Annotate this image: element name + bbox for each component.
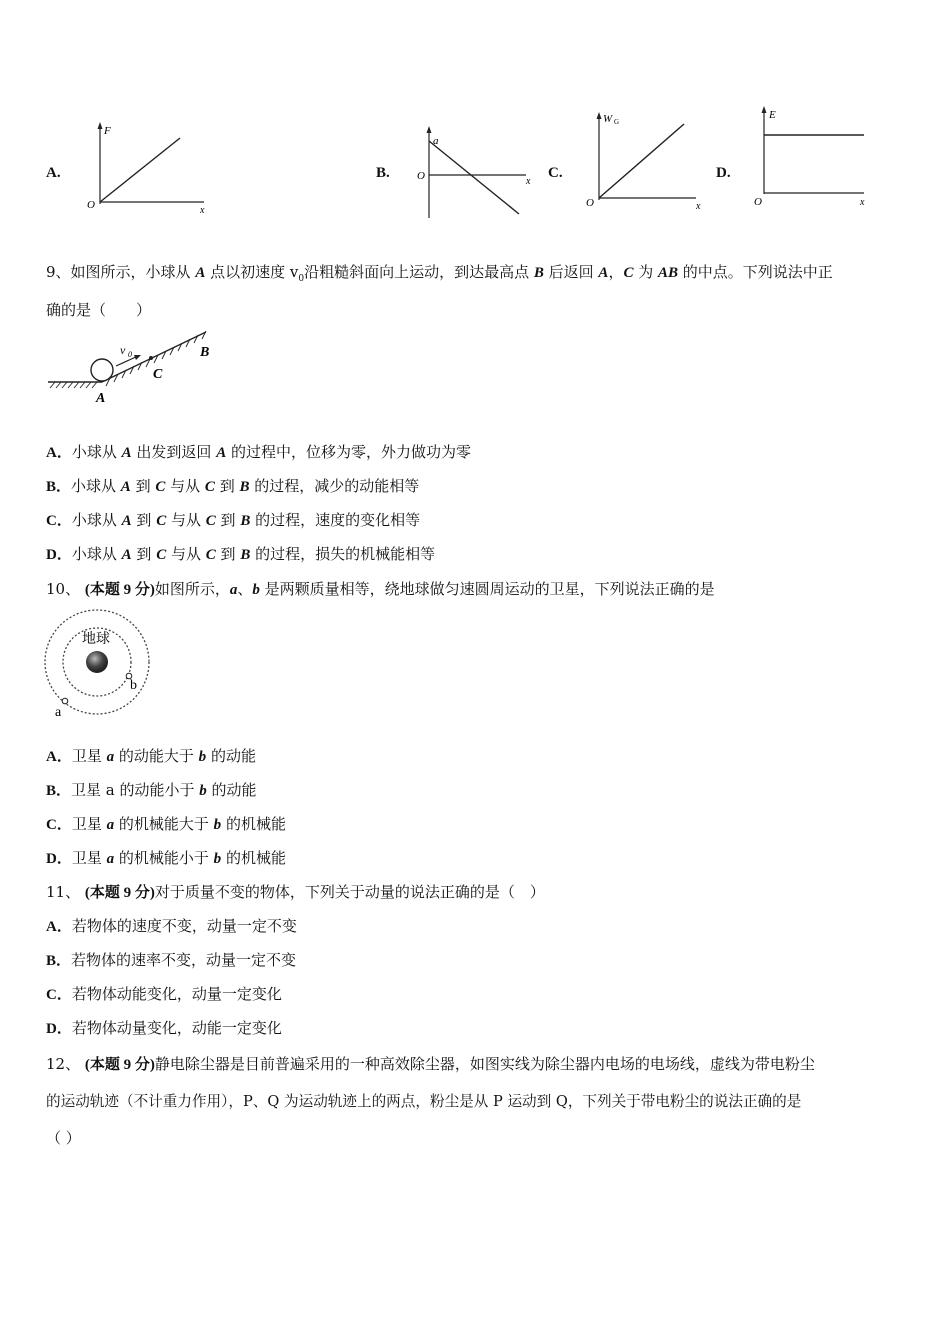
q11-stem: 11、 (本题 9 分)对于质量不变的物体，下列关于动量的说法正确的是（ ） <box>46 883 545 901</box>
svg-text:0: 0 <box>128 350 132 359</box>
satellite-a-label: a <box>55 705 62 720</box>
graph-b-label: B. <box>376 165 390 181</box>
q9-incline-figure <box>46 328 221 406</box>
graph-b-axis-x: x <box>526 176 531 187</box>
point-b-label: B <box>200 345 210 360</box>
q9-option-c[interactable]: C．小球从 A 到 C 与从 C 到 B 的过程，速度的变化相等 <box>46 511 421 529</box>
q10-orbit-figure <box>42 612 156 722</box>
q9-stem-line-1: 9、如图所示，小球从 A 点以初速度 $v_0$沿粗糙斜面向上运动，到达最高点 B 后返回 A，C 为 AB 的中点。下列说法中正 <box>46 263 833 284</box>
q10-option-c[interactable]: C．卫星 a 的机械能大于 b 的机械能 <box>46 815 286 833</box>
graph-d-axis-x: x <box>860 197 865 208</box>
earth-label: 地球 <box>82 632 110 647</box>
satellite-a-icon <box>62 698 68 704</box>
v0-label: v <box>120 343 126 357</box>
graph-c-axis-x: x <box>696 201 701 212</box>
graph-d-axis-y: E <box>769 109 776 121</box>
graph-a-axis-x: x <box>200 205 205 216</box>
graph-a-origin: O <box>87 199 95 211</box>
q12-stem-line-2: 的运动轨迹（不计重力作用），P、Q 为运动轨迹上的两点，粉尘是从 P 运动到 Q，下列关于带电粉尘的说法正确的是 <box>46 1093 802 1110</box>
satellite-b-label: b <box>130 678 137 693</box>
q9-option-b[interactable]: B．小球从 A 到 C 与从 C 到 B 的过程，减少的动能相等 <box>46 477 420 495</box>
graph-c-axis-y-sub: G <box>614 118 620 126</box>
graph-c <box>586 108 708 220</box>
q11-option-c[interactable]: C．若物体动能变化，动量一定变化 <box>46 985 282 1003</box>
q9-option-d[interactable]: D．小球从 A 到 C 与从 C 到 B 的过程，损失的机械能相等 <box>46 545 436 563</box>
graph-a-label: A. <box>46 165 61 181</box>
graph-a <box>86 118 216 218</box>
graph-b-origin: O <box>417 170 425 182</box>
graph-d <box>752 104 874 208</box>
point-a-label: A <box>96 391 106 406</box>
q9-option-a[interactable]: A．小球从 A 出发到返回 A 的过程中，位移为零，外力做功为零 <box>46 443 471 461</box>
q9-stem-line-2: 确的是（ ） <box>46 301 152 319</box>
q10-option-b[interactable]: B．卫星 a 的动能小于 b 的动能 <box>46 781 257 799</box>
graph-d-label: D. <box>716 165 731 181</box>
q12-stem-line-3: （ ） <box>46 1129 81 1147</box>
q11-option-a[interactable]: A．若物体的速度不变，动量一定不变 <box>46 917 297 935</box>
earth-icon <box>86 651 108 673</box>
q10-stem: 10、 (本题 9 分)如图所示，a、b 是两颗质量相等，绕地球做匀速圆周运动的卫星，下列说法正确的是 <box>46 580 715 598</box>
ball-icon <box>91 359 113 381</box>
point-c-label: C <box>153 367 163 382</box>
q10-option-d[interactable]: D．卫星 a 的机械能小于 b 的机械能 <box>46 849 286 867</box>
graph-b <box>414 124 531 220</box>
graph-c-axis-y: W <box>603 113 613 125</box>
graph-a-axis-y: F <box>104 125 111 137</box>
graph-c-origin: O <box>586 197 594 209</box>
q11-option-d[interactable]: D．若物体动量变化，动能一定变化 <box>46 1019 282 1037</box>
q11-option-b[interactable]: B．若物体的速率不变，动量一定不变 <box>46 951 297 969</box>
q10-option-a[interactable]: A．卫星 a 的动能大于 b 的动能 <box>46 747 256 765</box>
q12-stem-line-1: 12、 (本题 9 分)静电除尘器是目前普遍采用的一种高效除尘器，如图实线为除尘器内电场的电场线，虚线为带电粉尘 <box>46 1055 815 1073</box>
graph-d-origin: O <box>754 196 762 208</box>
graph-b-axis-y: a <box>433 135 439 147</box>
graph-c-label: C. <box>548 165 563 181</box>
